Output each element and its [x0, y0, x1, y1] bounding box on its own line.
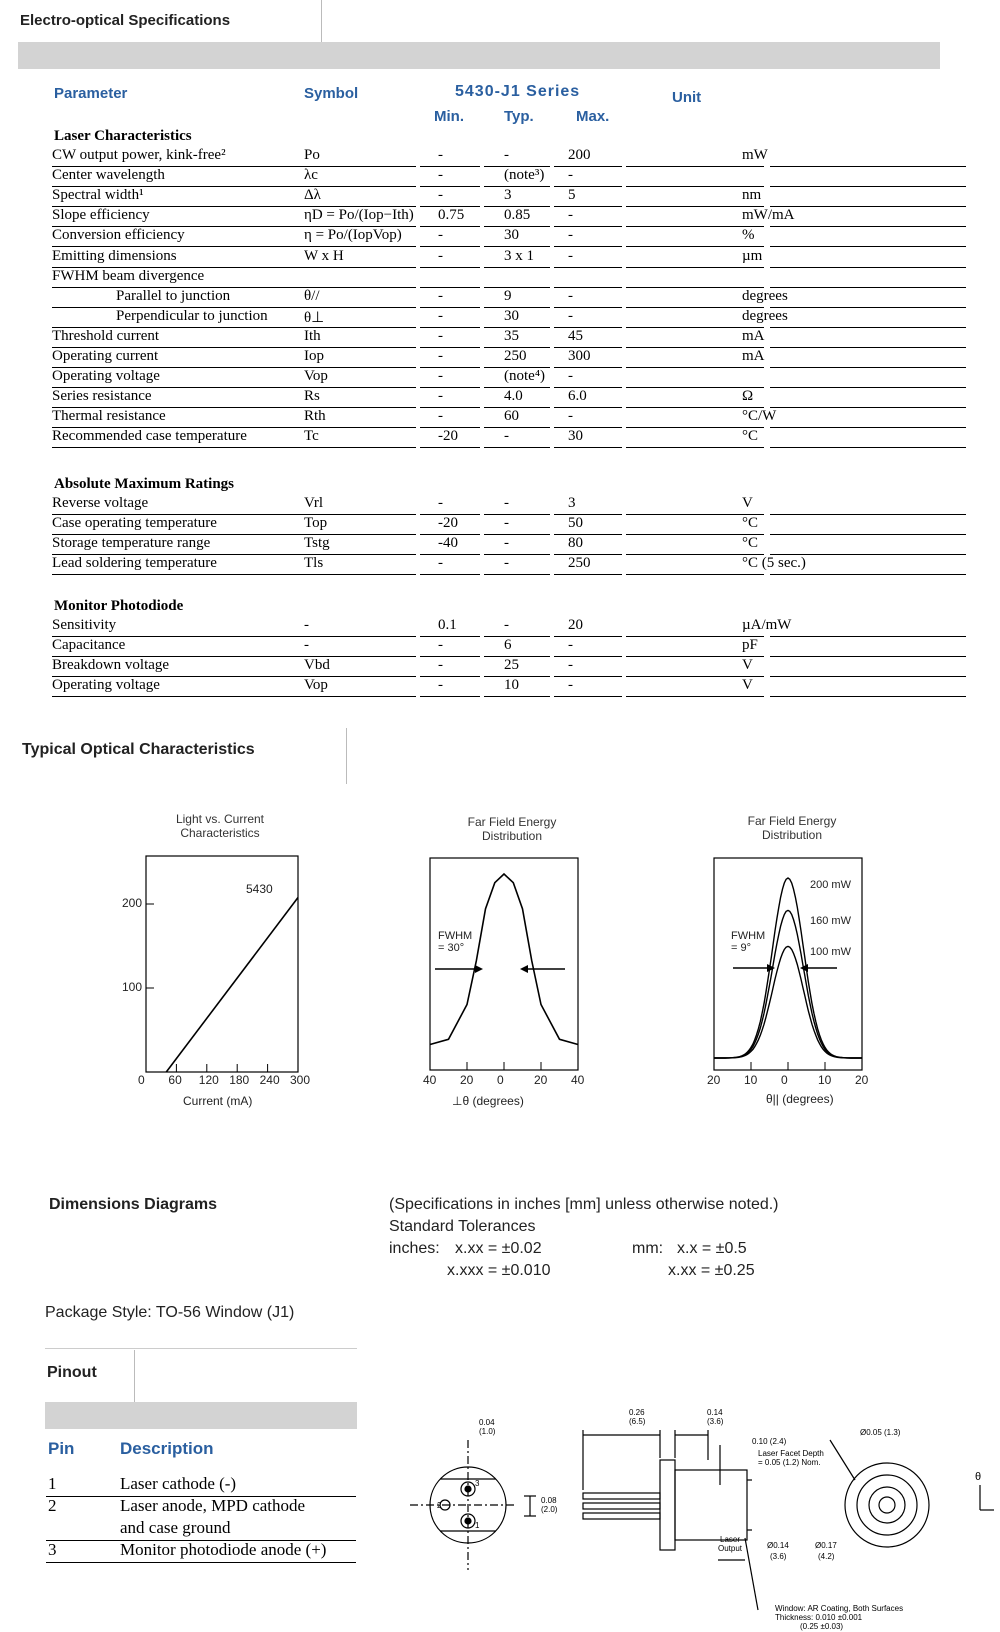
row-rule: [420, 447, 480, 448]
pin-number: 2: [48, 1496, 57, 1515]
row-rule: [484, 447, 550, 448]
absolute-row: [52, 555, 970, 575]
window-note-1: Window: AR Coating, Both Surfaces: [775, 1604, 904, 1613]
laser-row: [52, 207, 970, 227]
chart2-xtick-label: 20: [460, 1073, 474, 1087]
chart2-frame: [430, 858, 578, 1070]
header-unit: Unit: [672, 89, 702, 106]
chart3-xtick-label: 10: [744, 1073, 758, 1087]
facet-depth-2: = 0.05 (1.2) Nom.: [758, 1458, 821, 1467]
laser-output-1: Laser: [720, 1535, 741, 1544]
laser-min: -: [438, 327, 443, 344]
chart2-title-line1: Far Field Energy: [467, 815, 557, 829]
laser-max: -: [568, 287, 573, 304]
row-rule: [484, 696, 550, 697]
pin-number: 1: [48, 1474, 57, 1493]
laser-unit: °C: [742, 428, 759, 445]
chart3-title-line2: Distribution: [761, 828, 823, 842]
laser-min: -: [438, 307, 443, 324]
laser-min: -: [438, 227, 443, 244]
mm-tolerance-2: x.xx = ±0.25: [668, 1262, 755, 1279]
chart3-label-200mw: 200 mW: [810, 879, 851, 891]
laser-max: 6.0: [568, 388, 587, 405]
monitor-param: Sensitivity: [52, 617, 117, 633]
chart1-plot: [120, 850, 320, 1080]
laser-max: -: [568, 227, 573, 244]
absolute-param: Lead soldering temperature: [52, 555, 217, 572]
chart3-fwhm-label: [731, 930, 765, 954]
laser-unit: mA: [742, 327, 765, 344]
laser-min: -: [438, 147, 443, 163]
spec-section-title: Electro-optical Specifications: [20, 12, 231, 29]
pin-1-label: 1: [475, 1521, 480, 1530]
header-symbol: Symbol: [304, 85, 359, 102]
pin-row-rule: [46, 1562, 356, 1563]
chart1-series-label: 5430: [246, 882, 273, 896]
laser-symbol: θ⊥: [304, 309, 325, 326]
absolute-param: Reverse voltage: [52, 495, 149, 511]
absolute-typ: -: [504, 535, 509, 552]
pin-number: 3: [48, 1540, 57, 1559]
chart3-label-100mw: 100 mW: [810, 946, 851, 958]
monitor-row: [52, 617, 970, 637]
pinout-divider: [134, 1350, 135, 1404]
absolute-symbol: Tstg: [304, 535, 330, 552]
laser-min: -: [438, 287, 443, 304]
laser-max: 5: [568, 187, 576, 204]
dimension-drawing: [400, 1400, 998, 1631]
absolute-min: -: [438, 495, 443, 511]
laser-row: [52, 328, 970, 348]
side-view-lead-3: [583, 1513, 660, 1519]
laser-min: -: [438, 388, 443, 405]
laser-min: 0.75: [438, 207, 465, 224]
laser-row: [52, 388, 970, 408]
laser-max: -: [568, 368, 573, 385]
laser-param: Perpendicular to junction: [116, 307, 268, 324]
absolute-row: [52, 515, 970, 535]
laser-typ: (note³): [504, 167, 545, 184]
laser-typ: 250: [504, 348, 527, 364]
pin-3-label: 3: [475, 1479, 480, 1488]
row-rule: [52, 696, 416, 697]
chart1-xtick-label: 120: [198, 1073, 219, 1087]
laser-row: [52, 368, 970, 388]
chart1-xlabel: Current (mA): [183, 1094, 253, 1108]
chart1-title-line1: Light vs. Current: [175, 812, 265, 826]
laser-symbol: Rth: [304, 408, 326, 425]
monitor-typ: 6: [504, 637, 512, 654]
laser-typ: 9: [504, 287, 512, 304]
chart1-ytick-label-100: 100: [122, 980, 143, 994]
pin-2-label: 2: [437, 1501, 442, 1510]
pinout-title: Pinout: [47, 1364, 97, 1381]
monitor-max: 20: [568, 617, 583, 633]
row-rule: [420, 696, 480, 697]
monitor-typ: 25: [504, 657, 519, 674]
optical-divider: [346, 728, 347, 784]
dim-lead-length-mm: (6.5): [629, 1417, 646, 1426]
chart2-fwhm-label: [438, 930, 472, 954]
row-rule: [626, 696, 764, 697]
monitor-typ: -: [504, 617, 509, 633]
mm-label: mm:: [632, 1240, 664, 1257]
laser-symbol: Tc: [304, 428, 319, 445]
laser-param: FWHM beam divergence: [52, 267, 205, 284]
laser-row: [52, 167, 970, 187]
chart1-title-line2: Characteristics: [180, 826, 260, 840]
laser-max: -: [568, 247, 573, 264]
laser-typ: 3: [504, 187, 512, 204]
back-view-inner: [869, 1487, 905, 1523]
laser-param: Emitting dimensions: [52, 247, 177, 264]
laser-row: [52, 268, 970, 288]
laser-min: -: [438, 348, 443, 364]
laser-param: Operating voltage: [52, 368, 160, 385]
absolute-symbol: Tls: [304, 555, 324, 572]
monitor-min: -: [438, 657, 443, 674]
absolute-unit: V: [742, 495, 753, 511]
chart3-title: [727, 814, 857, 842]
chart2-xtick-label: 40: [571, 1073, 585, 1087]
chart3-title-line1: Far Field Energy: [747, 814, 837, 828]
header-series: 5430-J1 Series: [455, 83, 581, 100]
dim-front-width-mm: (1.0): [479, 1427, 496, 1436]
back-view-mid: [857, 1475, 917, 1535]
monitor-unit: V: [742, 657, 753, 674]
laser-typ: 4.0: [504, 388, 523, 405]
monitor-symbol: Vop: [304, 677, 328, 694]
laser-symbol: λc: [304, 167, 318, 184]
laser-param: Operating current: [52, 348, 159, 364]
row-rule: [52, 574, 416, 575]
pin-description: Monitor photodiode anode (+): [120, 1540, 327, 1559]
absolute-min: -: [438, 555, 443, 572]
absolute-typ: -: [504, 515, 509, 532]
chart2-xtick-label: 20: [534, 1073, 548, 1087]
dimensions-title: Dimensions Diagrams: [49, 1196, 218, 1213]
monitor-param: Operating voltage: [52, 677, 160, 694]
row-rule: [484, 574, 550, 575]
package-style: Package Style: TO-56 Window (J1): [45, 1304, 295, 1321]
laser-row: [52, 428, 970, 448]
laser-param: Center wavelength: [52, 167, 165, 184]
laser-max: -: [568, 307, 573, 324]
window-note-3: (0.25 ±0.03): [800, 1622, 844, 1631]
absolute-unit: °C: [742, 515, 759, 532]
tolerances-title: Standard Tolerances: [389, 1218, 536, 1235]
dim-facet: 0.10 (2.4): [752, 1437, 787, 1446]
laser-row: [52, 248, 970, 268]
laser-symbol: ηD = Po/(Iop−Ith): [304, 207, 414, 224]
chart1-title: [155, 812, 285, 840]
chart3-xtick-label: 20: [707, 1073, 721, 1087]
chart2-xtick-label: 0: [497, 1073, 504, 1087]
monitor-min: -: [438, 677, 443, 694]
laser-max: -: [568, 408, 573, 425]
chart3-fwhm-line2: = 9°: [731, 942, 751, 954]
laser-symbol: η = Po/(IopVop): [304, 227, 402, 244]
chart1-xtick-label: 180: [229, 1073, 250, 1087]
laser-param: Series resistance: [52, 388, 152, 405]
optical-section-title: Typical Optical Characteristics: [22, 741, 255, 758]
chart3-xtick-label: 10: [818, 1073, 832, 1087]
laser-symbol: Δλ: [304, 187, 321, 204]
row-rule: [626, 447, 764, 448]
chart1-frame: [146, 856, 298, 1072]
absolute-min: -20: [438, 515, 458, 532]
laser-unit: mW: [742, 147, 768, 163]
laser-typ: -: [504, 428, 509, 445]
facet-depth-1: Laser Facet Depth: [758, 1449, 824, 1458]
dimensions-note: (Specifications in inches [mm] unless otherwise noted.): [389, 1196, 779, 1213]
absolute-symbol: Vrl: [304, 495, 324, 511]
row-rule: [554, 696, 622, 697]
laser-row: [52, 187, 970, 207]
chart2-title-line2: Distribution: [481, 829, 543, 843]
inches-label: inches:: [389, 1240, 440, 1257]
laser-max: -: [568, 207, 573, 224]
side-view-lead-2: [583, 1503, 660, 1509]
chart1-xtick-label: 240: [259, 1073, 280, 1087]
window-note-2: Thickness: 0.010 ±0.001: [775, 1613, 863, 1622]
laser-unit: mW/mA: [742, 207, 795, 224]
laser-max: 200: [568, 147, 591, 163]
monitor-unit: µA/mW: [742, 617, 792, 633]
row-rule: [770, 574, 966, 575]
dim-front-height: 0.08: [541, 1496, 557, 1505]
pin-description: Laser cathode (-): [120, 1474, 237, 1493]
monitor-param: Breakdown voltage: [52, 657, 170, 674]
axis-theta: θ: [975, 1471, 982, 1483]
laser-unit: °C/W: [742, 408, 777, 425]
laser-row: [52, 408, 970, 428]
pin-description: Laser anode, MPD cathode: [120, 1496, 306, 1515]
chart2-fwhm-line1: FWHM: [438, 930, 473, 942]
monitor-min: 0.1: [438, 617, 457, 633]
laser-symbol: Vop: [304, 368, 328, 385]
laser-min: -: [438, 247, 443, 264]
dim-front-height-mm: (2.0): [541, 1505, 558, 1514]
monitor-row: [52, 657, 970, 677]
laser-unit: degrees: [742, 287, 788, 304]
side-view-flange: [660, 1460, 675, 1550]
header-parameter: Parameter: [54, 85, 128, 102]
laser-min: -20: [438, 428, 458, 445]
side-view-lead-1: [583, 1493, 660, 1499]
chart2-title: [447, 815, 577, 843]
back-view-leader: [830, 1440, 855, 1480]
absolute-row: [52, 495, 970, 515]
spec-header-bar: [18, 42, 940, 69]
laser-typ: 0.85: [504, 207, 531, 224]
header-max: Max.: [576, 108, 610, 125]
laser-param: CW output power, kink-free²: [52, 147, 226, 163]
monitor-unit: V: [742, 677, 753, 694]
laser-typ: 35: [504, 327, 519, 344]
laser-row: [52, 227, 970, 247]
monitor-max: -: [568, 657, 573, 674]
absolute-unit: °C (5 sec.): [742, 555, 806, 572]
laser-row: [52, 288, 970, 308]
laser-param: Parallel to junction: [116, 287, 231, 304]
laser-unit: Ω: [742, 388, 754, 405]
mm-tolerance-1: x.x = ±0.5: [677, 1240, 747, 1257]
absolute-typ: -: [504, 555, 509, 572]
chart2-xlabel: ⊥θ (degrees): [452, 1094, 524, 1108]
laser-symbol: Iop: [304, 348, 324, 364]
row-rule: [770, 447, 966, 448]
absolute-max: 3: [568, 495, 576, 511]
dim-diameter-1-mm: (3.6): [770, 1552, 787, 1561]
laser-min: -: [438, 368, 443, 385]
inch-tolerance-1: x.xx = ±0.02: [455, 1240, 542, 1257]
absolute-param: Case operating temperature: [52, 515, 217, 532]
inch-tolerance-2: x.xxx = ±0.010: [447, 1262, 551, 1279]
laser-min: -: [438, 408, 443, 425]
laser-row: [52, 308, 970, 328]
monitor-symbol: -: [304, 617, 309, 633]
absolute-row: [52, 535, 970, 555]
laser-max: 30: [568, 428, 583, 445]
monitor-symbol: -: [304, 637, 309, 654]
row-rule: [626, 574, 764, 575]
chart2-xtick-label: 40: [423, 1073, 437, 1087]
laser-group-title: Laser Characteristics: [54, 128, 192, 144]
laser-typ: 3 x 1: [504, 247, 534, 264]
monitor-param: Capacitance: [52, 637, 126, 654]
laser-symbol: Po: [304, 147, 320, 163]
pinout-top-rule: [45, 1348, 357, 1349]
absolute-max: 50: [568, 515, 583, 532]
monitor-min: -: [438, 637, 443, 654]
laser-typ: 60: [504, 408, 519, 425]
laser-unit: mA: [742, 348, 765, 364]
absolute-max: 250: [568, 555, 591, 572]
dim-front-width: 0.04: [479, 1418, 495, 1427]
dim-lead-length: 0.26: [629, 1408, 645, 1417]
pinout-col-pin: Pin: [48, 1439, 75, 1458]
laser-symbol: θ//: [304, 287, 320, 304]
laser-unit: degrees: [742, 307, 788, 324]
chart2-fwhm-line2: = 30°: [438, 942, 465, 954]
laser-typ: (note⁴): [504, 368, 546, 385]
monitor-row: [52, 677, 970, 697]
chart3-fwhm-line1: FWHM: [731, 930, 766, 942]
back-view-core: [879, 1497, 895, 1513]
window-leader: [745, 1538, 758, 1610]
dim-diameter-3: Ø0.05 (1.3): [860, 1428, 901, 1437]
chart1-ytick-label-200: 200: [122, 896, 143, 910]
laser-param: Slope efficiency: [52, 207, 150, 224]
laser-min: -: [438, 167, 443, 184]
laser-param: Spectral width¹: [52, 187, 144, 204]
laser-param: Threshold current: [52, 327, 160, 344]
monitor-typ: 10: [504, 677, 519, 694]
laser-symbol: Ith: [304, 327, 321, 344]
laser-param: Conversion efficiency: [52, 227, 185, 244]
dim-cap-length-mm: (3.6): [707, 1417, 724, 1426]
monitor-max: -: [568, 677, 573, 694]
header-min: Min.: [434, 108, 464, 125]
monitor-max: -: [568, 637, 573, 654]
dim-cap-length: 0.14: [707, 1408, 723, 1417]
chart3-label-160mw: 160 mW: [810, 915, 851, 927]
absolute-group-title: Absolute Maximum Ratings: [54, 476, 235, 492]
laser-max: 45: [568, 327, 583, 344]
monitor-unit: pF: [742, 637, 758, 654]
laser-param: Recommended case temperature: [52, 428, 247, 445]
laser-max: -: [568, 167, 573, 184]
chart1-xtick-label: 300: [290, 1073, 311, 1087]
chart3-xlabel: θ|| (degrees): [766, 1092, 834, 1106]
monitor-row: [52, 637, 970, 657]
chart2-plot: [425, 852, 585, 1077]
row-rule: [554, 447, 622, 448]
dim-diameter-2: Ø0.17: [815, 1541, 837, 1550]
monitor-symbol: Vbd: [304, 657, 330, 674]
laser-min: -: [438, 187, 443, 204]
dim-diameter-1: Ø0.14: [767, 1541, 789, 1550]
laser-typ: 30: [504, 227, 519, 244]
laser-row: [52, 147, 970, 167]
row-rule: [554, 574, 622, 575]
dim-diameter-2-mm: (4.2): [818, 1552, 835, 1561]
chart1-xtick-label: 60: [168, 1073, 182, 1087]
laser-unit: µm: [742, 247, 763, 264]
absolute-typ: -: [504, 495, 509, 511]
laser-row: [52, 348, 970, 368]
absolute-symbol: Top: [304, 515, 328, 532]
pin-description: and case ground: [120, 1518, 231, 1537]
absolute-param: Storage temperature range: [52, 535, 211, 552]
absolute-max: 80: [568, 535, 583, 552]
row-rule: [420, 574, 480, 575]
laser-max: 300: [568, 348, 591, 364]
chart3-xtick-label: 0: [781, 1073, 788, 1087]
pinout-header-bar: [45, 1402, 357, 1429]
laser-symbol: Rs: [304, 388, 320, 405]
monitor-group-title: Monitor Photodiode: [54, 598, 184, 614]
side-view-cap: [675, 1470, 747, 1540]
header-typ: Typ.: [504, 108, 534, 125]
chart3-xtick-label: 20: [855, 1073, 869, 1087]
row-rule: [770, 696, 966, 697]
chart1-xtick-label: 0: [138, 1073, 145, 1087]
laser-unit: %: [742, 227, 755, 244]
laser-typ: 30: [504, 307, 519, 324]
laser-output-2: Output: [718, 1544, 743, 1553]
absolute-unit: °C: [742, 535, 759, 552]
absolute-min: -40: [438, 535, 458, 552]
laser-unit: nm: [742, 187, 762, 204]
laser-symbol: W x H: [304, 247, 344, 264]
laser-param: Thermal resistance: [52, 408, 166, 425]
row-rule: [52, 447, 416, 448]
laser-typ: -: [504, 147, 509, 163]
pinout-col-desc: Description: [120, 1439, 214, 1458]
